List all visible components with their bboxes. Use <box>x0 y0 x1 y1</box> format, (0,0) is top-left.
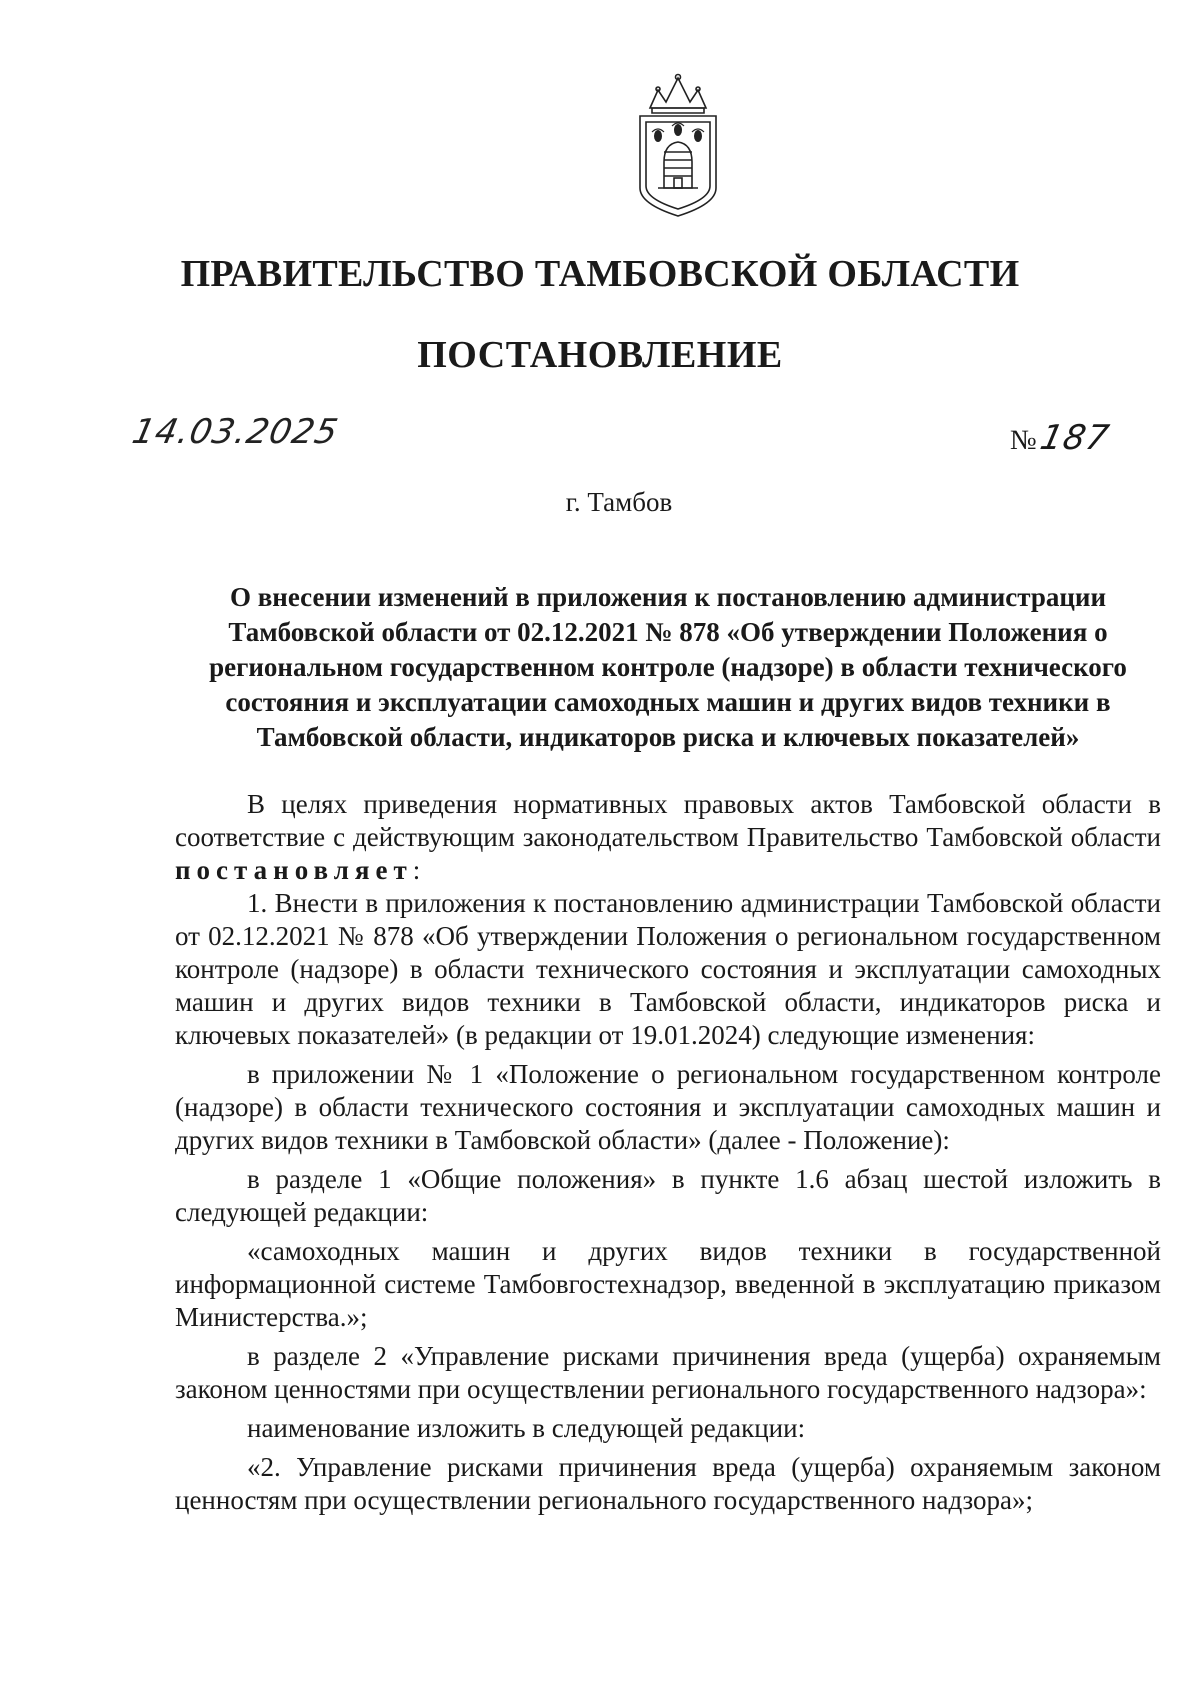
body-paragraph: в разделе 1 «Общие положения» в пункте 1.6 абзац шестой изложить в следующей редакции: <box>175 1164 1161 1227</box>
document-number <box>1010 418 1113 458</box>
intro-colon: : <box>412 855 421 885</box>
number-prefix: № <box>1010 425 1037 456</box>
intro-keyword: постановляет <box>175 855 413 885</box>
body-paragraph: в разделе 2 «Управление рисками причинения вреда (ущерба) охраняемым законом ценностями при осуществлении регионального государственного надзора»: <box>175 1341 1161 1404</box>
body-paragraph: 1. Внести в приложения к постановлению администрации Тамбовской области от 02.12.2021 № 878 «Об утверждении Положения о региональном государственном контроле (надзоре) в области технического состояния и эксплуатации самоходных машин и других видов техники в Тамбовской области, индикаторов риска и ключевых показателей» (в редакции от 19.01.2024) следующие изменения: <box>175 888 1161 1050</box>
city: г. Тамбов <box>565 487 673 517</box>
document-date: 14.03.2025 <box>128 412 342 452</box>
body-paragraph: «самоходных машин и других видов техники в государственной информационной системе Тамбовгостехнадзор, введенной в эксплуатацию приказом Министерства.»; <box>175 1236 1161 1332</box>
intro-text: В целях приведения нормативных правовых актов Тамбовской области в соответствие с действующим законодательством Правительство Тамбовской области <box>175 789 1161 852</box>
document-type-title: ПОСТАНОВЛЕНИЕ <box>417 334 783 376</box>
number-value: 187 <box>1036 418 1113 458</box>
body-paragraph: наименование изложить в следующей редакции: <box>247 1413 806 1443</box>
coat-of-arms-icon <box>628 70 728 220</box>
organization-title: ПРАВИТЕЛЬСТВО ТАМБОВСКОЙ ОБЛАСТИ <box>180 253 1020 295</box>
body-paragraph: «2. Управление рисками причинения вреда (ущерба) охраняемым законом ценностям при осуществлении регионального государственного надзора»; <box>175 1452 1161 1515</box>
document-subject: О внесении изменений в приложения к постановлению администрации Тамбовской области от 02.12.2021 № 878 «Об утверждении Положения о региональном государственном контроле (надзоре) в области технического состояния и эксплуатации самоходных машин и других видов техники в Тамбовской области, индикаторов риска и ключевых показателей» <box>209 582 1127 752</box>
document-body <box>175 788 1161 1517</box>
intro-paragraph <box>175 788 1161 887</box>
body-paragraph: в приложении № 1 «Положение о региональном государственном контроле (надзоре) в области технического состояния и эксплуатации самоходных машин и других видов техники в Тамбовской области» (далее - Положение): <box>175 1059 1161 1155</box>
